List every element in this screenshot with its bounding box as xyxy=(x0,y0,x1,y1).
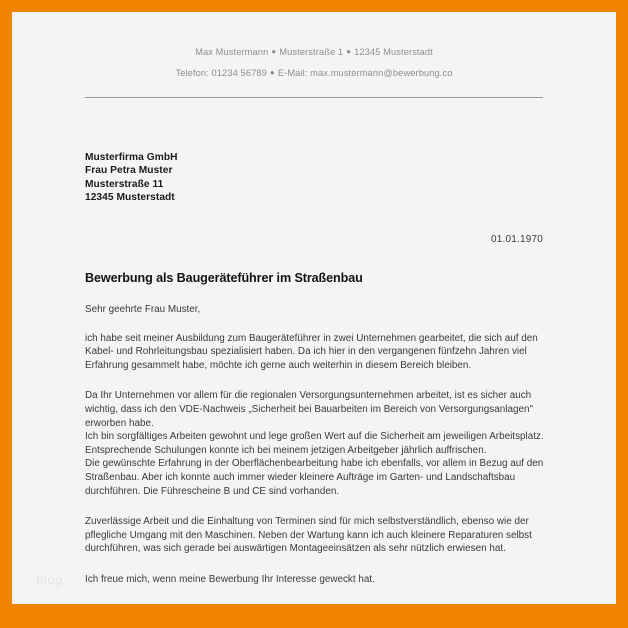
letter-date: 01.01.1970 xyxy=(490,233,543,245)
bullet-separator-icon: ● xyxy=(269,68,275,77)
sender-email: E-Mail: max.mustermann@bewerbung.co xyxy=(277,68,453,78)
document-sheet xyxy=(12,12,616,604)
letter-body xyxy=(12,151,543,587)
letterhead-line-2 xyxy=(12,63,616,84)
letter-paragraph: Ich bin sorgfältiges Arbeiten gewohnt und lege großen Wert auf die Sicherheit am jeweiligen Arbeitsplatz. Entsprechende Schulungen konnte ich bei meinem jetzigen Arbeitgeber jährlich auffrischen. xyxy=(85,431,544,456)
letter-paragraph: Zuverlässige Arbeit und die Einhaltung von Terminen sind für mich selbstverständlich, ebenso wie der pflegliche Umgang mit den Maschinen. Neben der Wartung kann ich auch kleinere Reparaturen selbst durchführen, was sich gerade bei auswärtigen Montageeinsätzen als sehr nützlich erwiesen hat. xyxy=(85,516,532,555)
letter-paragraph: Da Ihr Unternehmen vor allem für die regionalen Versorgungsunternehmen arbeitet, ist es sicher auch wichtig, dass ich den VDE-Nachweis „Sicherheit bei Bauarbeiten im Bereich von Versorgungsanlagen" erworben habe. xyxy=(85,390,533,429)
bullet-separator-icon: ● xyxy=(346,47,352,56)
sender-name: Max Mustermann xyxy=(195,47,269,57)
recipient-street: Musterstraße 11 xyxy=(85,178,164,190)
recipient-contact: Frau Petra Muster xyxy=(85,165,173,177)
letter-paragraph: ich habe seit meiner Ausbildung zum Baugeräteführer in zwei Unternehmen gearbeitet, die sich auf den Kabel- und Rohrleitungsbau spezialisiert haben. Da ich hier in den vergangenen fünfzehn Jahren viel Erfahrung gesammelt habe, möchte ich gerne auch weiterhin in diesem Bereich bleiben. xyxy=(85,332,538,371)
sender-street: Musterstraße 1 xyxy=(279,47,344,57)
letter-subject: Bewerbung als Baugeräteführer im Straßenbau xyxy=(85,270,363,285)
letter-paragraph: Die gewünschte Erfahrung in der Oberflächenbearbeitung habe ich ebenfalls, vor allem in Bezug auf den Straßenbau. Aber ich konnte auch immer wieder kleinere Aufträge im Garten- und Landschaftsbau durchführen. Die Führescheine B und CE sind vorhanden. xyxy=(85,458,544,497)
blog-watermark: blog xyxy=(36,572,63,587)
letter-salutation: Sehr geehrte Frau Muster, xyxy=(85,303,201,315)
sender-city: 12345 Musterstadt xyxy=(354,47,433,57)
letterhead-line-1 xyxy=(12,42,616,63)
bullet-separator-icon: ● xyxy=(271,47,277,56)
recipient-city: 12345 Musterstadt xyxy=(85,192,175,204)
letterhead xyxy=(12,12,616,98)
letter-paragraph: Ich freue mich, wenn meine Bewerbung Ihr Interesse geweckt hat. xyxy=(85,573,375,585)
recipient-address-block xyxy=(85,151,543,205)
recipient-company: Musterfirma GmbH xyxy=(85,152,178,163)
header-divider xyxy=(85,97,543,98)
sender-phone: Telefon: 01234 56789 xyxy=(175,68,267,78)
